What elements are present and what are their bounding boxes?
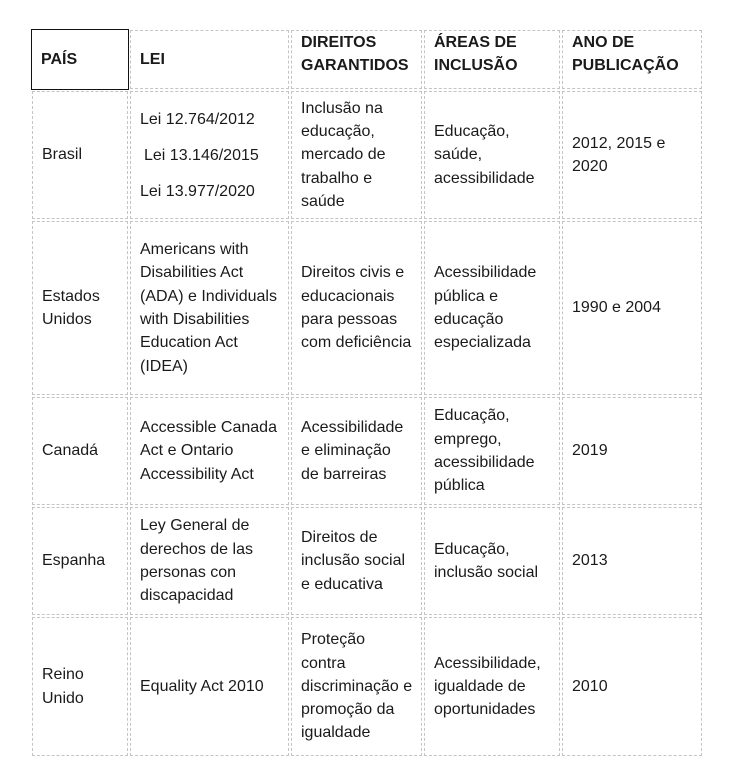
year-text: 2010 (572, 677, 608, 695)
table-cell-lei (130, 91, 289, 219)
table-cell-direitos (291, 507, 422, 615)
country-name: Brasil (42, 146, 83, 164)
rights-text: Direitos de inclusão social e educativa (301, 529, 406, 593)
table-cell-direitos (291, 221, 422, 395)
rights-text: Acessibilidade e eliminação de barreiras (301, 419, 404, 483)
country-name: Espanha (42, 552, 106, 570)
law-item: Lei 13.146/2015 (144, 146, 259, 164)
header-cell-areas (424, 30, 560, 89)
header-cell-pais (31, 29, 129, 90)
rights-text: Inclusão na educação, mercado de trabalho e saúde (301, 99, 386, 210)
year-text: 2013 (572, 552, 608, 570)
table-cell-ano (562, 507, 702, 615)
law-text: Americans with Disabilities Act (ADA) e Individuals with Disabilities Education Act (IDEA) (140, 241, 277, 375)
table-cell-direitos (291, 397, 422, 505)
year-text: 1990 e 2004 (572, 299, 661, 317)
table-cell-pais (32, 507, 128, 615)
year-text: 2012, 2015 e 2020 (572, 134, 666, 175)
table-cell-pais (32, 397, 128, 505)
table-cell-areas (424, 507, 560, 615)
table-cell-pais (32, 617, 128, 756)
table-cell-lei (130, 617, 289, 756)
law-list (140, 108, 280, 203)
rights-text: Direitos civis e educacionais para pessoas com deficiência (301, 264, 412, 352)
rights-text: Proteção contra discriminação e promoção da igualdade (301, 631, 413, 742)
table-cell-areas (424, 91, 560, 219)
table-cell-lei (130, 397, 289, 505)
areas-text: Acessibilidade, igualdade de oportunidades (434, 654, 541, 719)
law-item: Lei 12.764/2012 (140, 110, 255, 128)
table-cell-ano (562, 91, 702, 219)
country-name: Reino Unido (42, 666, 84, 707)
header-label: ANO DE PUBLICAÇÃO (572, 34, 679, 75)
header-label: LEI (140, 50, 165, 68)
table-cell-pais (32, 221, 128, 395)
table-cell-areas (424, 617, 560, 756)
year-text: 2019 (572, 442, 608, 460)
table-cell-areas (424, 397, 560, 505)
inclusion-laws-table (31, 29, 703, 757)
areas-text: Educação, inclusão social (434, 540, 539, 581)
law-item: Lei 13.977/2020 (140, 182, 255, 200)
table-cell-ano (562, 397, 702, 505)
table-cell-ano (562, 617, 702, 756)
areas-text: Educação, saúde, acessibilidade (434, 123, 535, 187)
header-label: DIREITOS GARANTIDOS (301, 34, 409, 75)
law-text: Ley General de derechos de las personas con discapacidad (140, 517, 253, 605)
table-cell-direitos (291, 91, 422, 219)
table-cell-pais (32, 91, 128, 219)
header-cell-lei (130, 30, 289, 89)
country-name: Estados Unidos (42, 287, 100, 328)
header-label: PAÍS (41, 50, 78, 68)
areas-text: Educação, emprego, acessibilidade pública (434, 407, 535, 495)
table-cell-lei (130, 221, 289, 395)
table-cell-ano (562, 221, 702, 395)
header-cell-direitos (291, 30, 422, 89)
law-text: Equality Act 2010 (140, 677, 264, 695)
areas-text: Acessibilidade pública e educação especializada (434, 264, 537, 352)
table-cell-areas (424, 221, 560, 395)
table-cell-lei (130, 507, 289, 615)
header-label: ÁREAS DE INCLUSÃO (434, 34, 518, 75)
law-text: Accessible Canada Act e Ontario Accessibility Act (140, 419, 277, 483)
header-cell-ano (562, 30, 702, 89)
country-name: Canadá (42, 442, 99, 460)
table-cell-direitos (291, 617, 422, 756)
